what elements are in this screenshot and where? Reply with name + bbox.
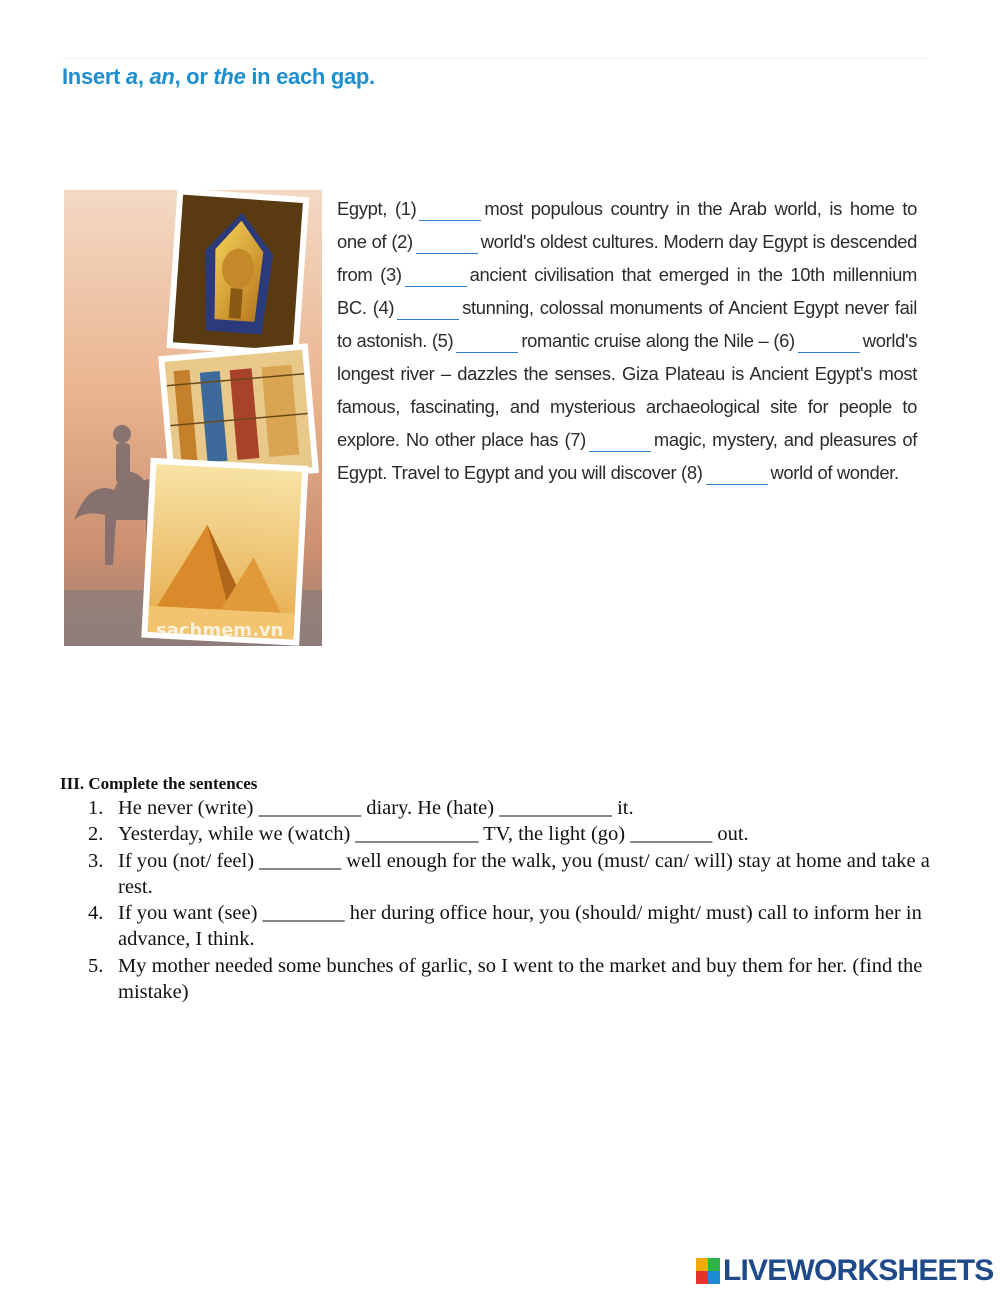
list-item: 1. He never (write) __________ diary. He (hate) ___________ it. — [88, 797, 634, 819]
blank-2[interactable] — [416, 231, 478, 254]
liveworksheets-icon — [696, 1258, 720, 1284]
liveworksheets-wordmark: LIVEWORKSHEETS — [723, 1254, 994, 1287]
blank-1[interactable] — [419, 198, 481, 221]
collage-watermark: sachmem.vn — [156, 620, 284, 641]
egypt-passage: Egypt, (1) most populous country in the Arab world, is home to one of (2) world's oldest cultures. Modern day Egypt is descended from (3) ancient civilisation that emerged in the 10th millennium BC. (4) stunning, colossal monuments of Ancient Egypt never fail to astonish. (5) romantic cruise along the Nile – (6) world's longest river – dazzles the senses. Giza Plateau is Ancient Egypt's most famous, fascinating, and mysterious archaeological site for people to explore. No other place has (7) magic, mystery, and pleasures of Egypt. Travel to Egypt and you will discover (8) world of wonder. — [337, 198, 918, 483]
section-3-title: III. Complete the sentences — [60, 774, 258, 793]
top-divider — [62, 58, 928, 59]
list-item: 2. Yesterday, while we (watch) ____________ TV, the light (go) ________ out. — [88, 823, 749, 846]
blank-4[interactable] — [397, 297, 459, 320]
logo-square-4 — [708, 1271, 720, 1284]
sentence-list — [84, 795, 944, 1005]
logo-square-3 — [696, 1271, 708, 1284]
list-item: 5. My mother needed some bunches of garlic, so I went to the market and buy them for her. (find the mistake) — [88, 954, 923, 1004]
exercise-heading: Insert a, an, or the in each gap. — [62, 64, 375, 89]
blank-3[interactable] — [405, 264, 467, 287]
logo-square-2 — [708, 1258, 720, 1271]
blank-5[interactable] — [456, 330, 518, 353]
liveworksheets-logo — [696, 1254, 994, 1288]
blank-8[interactable] — [706, 462, 768, 485]
logo-square-1 — [696, 1258, 708, 1271]
egypt-collage-image — [64, 190, 322, 646]
list-item: 4. If you want (see) ________ her during office hour, you (should/ might/ must) call to inform her in advance, I think. — [88, 902, 922, 951]
blank-6[interactable] — [798, 330, 860, 353]
list-item: 3. If you (not/ feel) ________ well enough for the walk, you (must/ can/ will) stay at home and take a rest. — [88, 849, 930, 898]
blank-7[interactable] — [589, 429, 651, 452]
